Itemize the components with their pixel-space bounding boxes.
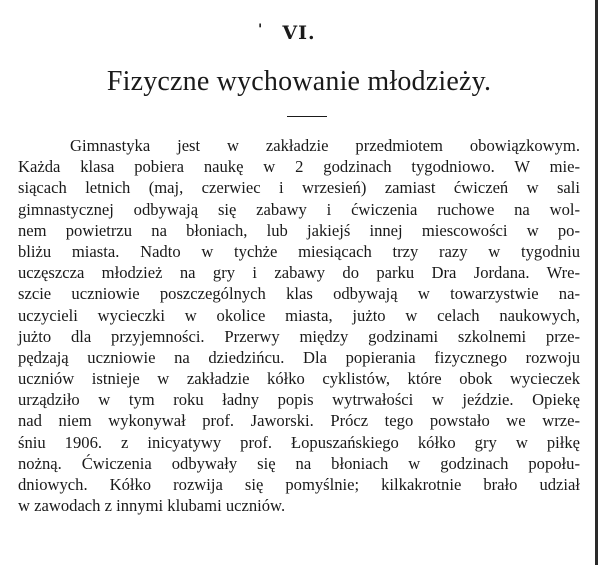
section-mark: ': [258, 22, 263, 38]
title-divider: [287, 116, 327, 117]
text-line: siącach letnich (maj, czerwiec i wrzesień) zamiast ćwiczeń w sali: [18, 178, 580, 198]
text-line: w zawodach z innymi klubami uczniów.: [18, 496, 286, 516]
text-line: urządziło w tym roku ładny popis wytrwałości w jeździe. Opiekę: [18, 390, 580, 410]
text-line: nożną. Ćwiczenia odbywały się na błoniach w godzinach popołu-: [18, 453, 580, 473]
text-line: gimnastycznej odbywają się zabawy i ćwiczenia ruchowe na wol-: [18, 199, 580, 219]
text-line: uczęszcza młodzież na gry i zabawy do parku Dra Jordana. Wre-: [18, 263, 580, 283]
text-line: śniu 1906. z inicyatywy prof. Łopuszańskiego kółko gry w piłkę: [18, 432, 580, 452]
text-line: uczycieli wycieczki w okolice miasta, jużto w celach naukowych,: [18, 305, 580, 325]
text-line: szcie uczniowie poszczególnych klas odbywają w towarzystwie na-: [18, 284, 580, 304]
text-line: jużto dla przyjemności. Przerwy między godzinami szkolnemi prze-: [18, 326, 580, 346]
text-line: bliżu miasta. Nadto w tychże miesiącach trzy razy w tygodniu: [18, 241, 580, 261]
text-line: uczniów istnieje w zakładzie kółko cyklistów, które obok wycieczek: [18, 369, 580, 389]
section-number: VI.: [282, 22, 316, 44]
text-line: Gimnastyka jest w zakładzie przedmiotem obowiązkowym.: [70, 136, 580, 155]
page-title: Fizyczne wychowanie młodzieży.: [106, 66, 492, 97]
text-line: Każda klasa pobiera naukę w 2 godzinach tygodniowo. W mie-: [18, 157, 580, 177]
text-line: dniowych. Kółko rozwija się pomyślnie; kilkakrotnie brało udział: [18, 475, 580, 494]
text-line: pędzają uczniowie na dziedzińcu. Dla popierania fizycznego rozwoju: [18, 347, 580, 367]
text-line: nem powietrzu na błoniach, lub jakiejś innej miescowości w po-: [18, 220, 580, 240]
body-paragraph: [18, 135, 580, 516]
text-line: nad niem wykonywał prof. Jaworski. Prócz tego powstało we wrze-: [18, 411, 580, 431]
